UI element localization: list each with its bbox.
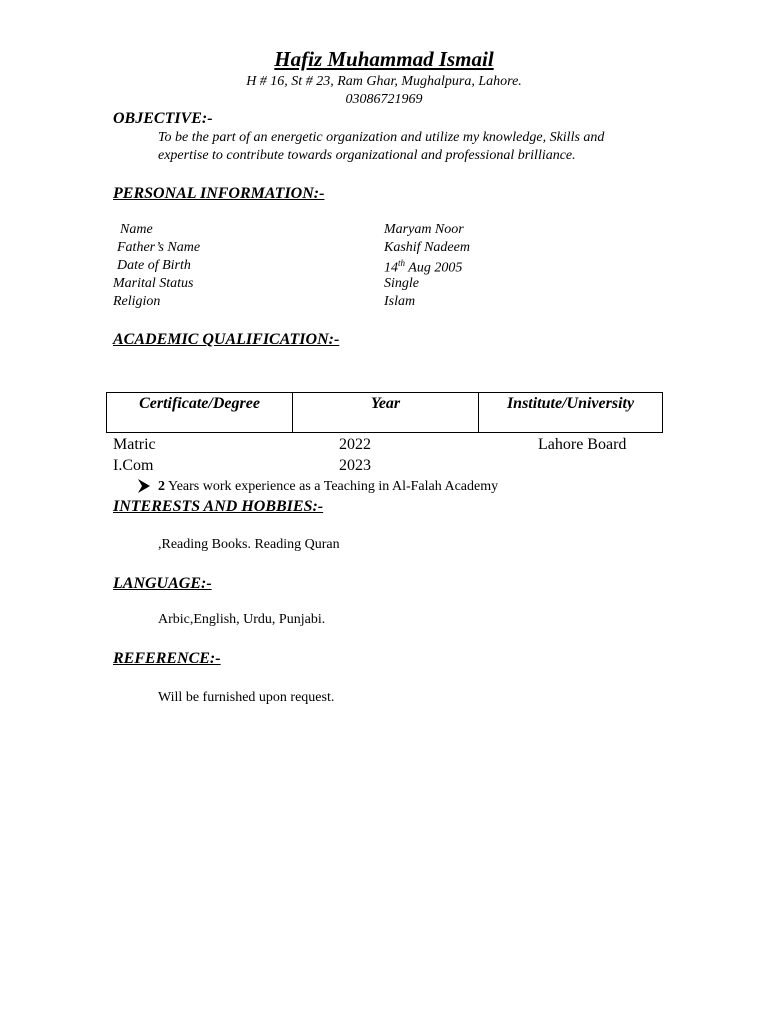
phone-line: 03086721969	[345, 92, 423, 107]
dob-day: 14	[384, 260, 398, 276]
column-header-degree: Certificate/Degree	[107, 393, 293, 432]
table-row-institute: Lahore Board	[538, 436, 627, 453]
table-row-year: 2023	[339, 457, 371, 474]
interests-heading: INTERESTS AND HOBBIES:-	[113, 498, 324, 515]
info-value-name: Maryam Noor	[384, 222, 464, 237]
objective-line-1: To be the part of an energetic organization and utilize my knowledge, Skills and	[158, 130, 605, 145]
personal-info-heading: PERSONAL INFORMATION:-	[113, 185, 325, 202]
info-value-dob	[384, 258, 462, 277]
experience-text: Years work experience as a Teaching in Al-Falah Academy	[165, 479, 499, 494]
dob-rest: Aug 2005	[405, 260, 463, 276]
info-label-religion: Religion	[113, 294, 161, 309]
qualification-table-header	[106, 392, 663, 433]
info-value-marital: Single	[384, 276, 419, 291]
reference-text: Will be furnished upon request.	[158, 690, 335, 705]
experience-years: 2	[158, 479, 165, 494]
info-label-father: Father’s Name	[117, 240, 201, 255]
info-label-dob: Date of Birth	[117, 258, 191, 273]
arrow-bullet-icon	[137, 478, 151, 494]
info-value-religion: Islam	[384, 294, 416, 309]
column-header-institute: Institute/University	[506, 395, 635, 412]
column-header-year: Year	[293, 393, 479, 432]
table-row-degree: I.Com	[113, 457, 154, 474]
info-value-father: Kashif Nadeem	[384, 240, 470, 255]
dob-ordinal: th	[398, 258, 406, 268]
academic-heading: ACADEMIC QUALIFICATION:-	[113, 331, 340, 348]
table-row-year: 2022	[339, 436, 371, 453]
address-line: H # 16, St # 23, Ram Ghar, Mughalpura, Lahore.	[246, 74, 522, 89]
language-heading: LANGUAGE:-	[113, 575, 212, 592]
objective-heading: OBJECTIVE:-	[113, 110, 213, 127]
table-row-degree: Matric	[113, 436, 156, 453]
language-text: Arbic,English, Urdu, Punjabi.	[158, 612, 326, 627]
info-label-marital: Marital Status	[113, 276, 194, 291]
interests-text: ,Reading Books. Reading Quran	[158, 537, 340, 552]
objective-line-2: expertise to contribute towards organizational and professional brilliance.	[158, 148, 576, 163]
resume-name: Hafiz Muhammad Ismail	[274, 47, 494, 71]
experience-line	[158, 479, 498, 495]
info-label-name: Name	[120, 222, 153, 237]
reference-heading: REFERENCE:-	[113, 650, 221, 667]
